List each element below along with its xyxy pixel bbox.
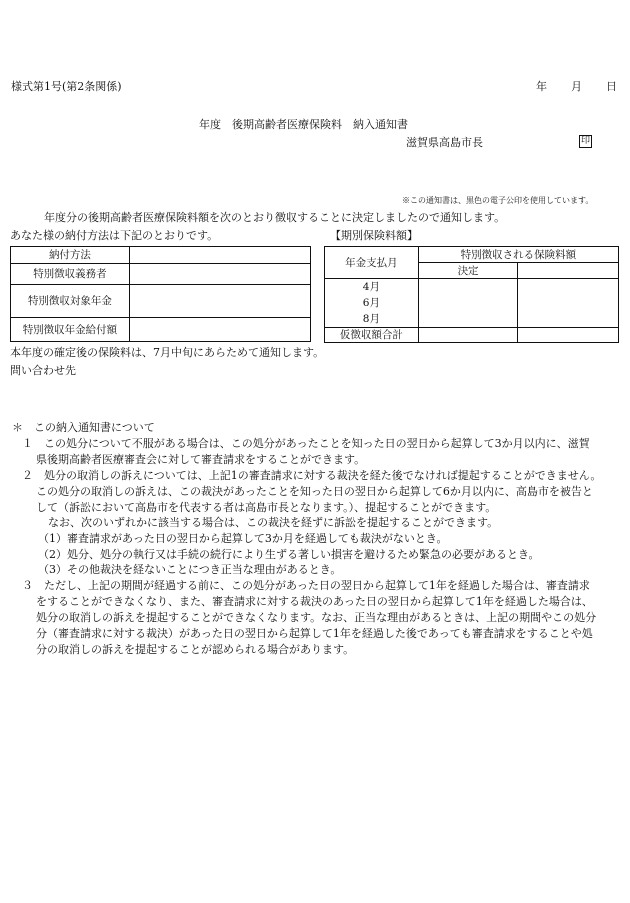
seal-stamp: 印 xyxy=(580,136,590,146)
provisional-total-value xyxy=(418,328,518,343)
table-row xyxy=(325,247,619,263)
month-label: 6月 xyxy=(362,297,380,309)
month-label: 4月 xyxy=(362,281,380,293)
intro-line-1: 年度分の後期高齢者医療保険料額を次のとおり徴収することに決定しましたので通知します。 xyxy=(44,211,506,224)
note-line: 分（審査請求に対する裁決）があった日の翌日から起算して1年を経過した後であっても審査請求をすることや処 xyxy=(36,627,593,640)
note-line: 処分の取消しの訴えを提起することができなくなります。なお、正当な理由があるときは、上記の期間やこの処分 xyxy=(36,611,597,624)
pension-benefit-label: 特別徴収年金給付額 xyxy=(11,318,130,342)
table-row xyxy=(11,318,311,342)
intro-line-2: あなた様の納付方法は下記のとおりです。 xyxy=(10,229,219,242)
table-row xyxy=(325,328,619,343)
note-line: して（訴訟において高島市を代表する者は高島市長となります。）、提起することができます。 xyxy=(36,501,497,514)
months-cell xyxy=(325,279,419,328)
target-pension-label: 特別徴収対象年金 xyxy=(11,285,130,318)
notes-heading: ＊ この納入通知書について xyxy=(12,421,155,434)
seal-notice: ※この通知書は、黒色の電子公印を使用しています。 xyxy=(402,196,594,205)
inquiry-label: 問い合わせ先 xyxy=(10,364,76,377)
note-line: （1）審査請求があった日の翌日から起算して3か月を経過しても裁決がないとき。 xyxy=(38,532,448,545)
decided-header: 決定 xyxy=(418,263,518,279)
table-row xyxy=(325,279,619,328)
document-title: 年度 後期高齢者医療保険料 納入通知書 xyxy=(199,118,408,131)
note-line: ２ 処分の取消しの訴えについては、上記1の審査請求に対する裁決を経た後でなければ提起することができません。 xyxy=(22,469,602,482)
note-line: ３ ただし、上記の期間が経過する前に、この処分があった日の翌日から起算して1年を経過した場合は、審査請求 xyxy=(22,579,590,592)
date-year-label: 年 xyxy=(536,80,547,93)
note-line: この処分の取消しの訴えは、この裁決があったことを知った日の翌日から起算して6か月以内に、高島市を被告と xyxy=(36,485,593,498)
installment-section-title: 【期別保険料額】 xyxy=(330,229,418,242)
withholding-agent-label: 特別徴収義務者 xyxy=(11,264,130,285)
decided-amount-cell xyxy=(418,279,518,328)
payment-method-table xyxy=(10,246,311,342)
date-day-label: 日 xyxy=(606,80,617,93)
target-pension-value xyxy=(129,285,310,318)
note-line: をすることができなくなり、また、審査請求に対する裁決のあった日の翌日から起算して1年を経過した場合は、 xyxy=(36,595,593,608)
payment-method-header: 納付方法 xyxy=(11,247,130,264)
note-line: １ この処分について不服がある場合は、この処分があったことを知った日の翌日から起算して3か月以内に、滋賀 xyxy=(22,437,590,450)
note-line: 県後期高齢者医療審査会に対して審査請求をすることができます。 xyxy=(36,453,366,466)
note-line: （2）処分、処分の執行又は手続の続行により生ずる著しい損害を避けるため緊急の必要があるとき。 xyxy=(38,548,540,561)
provisional-total-label: 仮徴収額合計 xyxy=(325,328,419,343)
table-row xyxy=(11,247,311,264)
form-number: 様式第1号(第2条関係) xyxy=(11,80,122,93)
date-month-label: 月 xyxy=(571,80,582,93)
table-row xyxy=(11,285,311,318)
pension-benefit-value xyxy=(129,318,310,342)
table-row xyxy=(11,264,311,285)
withholding-agent-value xyxy=(129,264,310,285)
payment-method-value xyxy=(129,247,310,264)
pension-month-header: 年金支払月 xyxy=(325,247,419,279)
withheld-amount-header: 特別徴収される保険料額 xyxy=(418,247,618,263)
extra-amount-cell xyxy=(518,279,619,328)
provisional-total-extra xyxy=(518,328,619,343)
note-line: 分の取消しの訴えを提起することが認められる場合があります。 xyxy=(36,643,355,656)
installment-table xyxy=(324,246,619,343)
confirmation-notice: 本年度の確定後の保険料は、7月中旬にあらためて通知します。 xyxy=(10,346,325,359)
blank-header xyxy=(518,263,619,279)
note-line: なお、次のいずれかに該当する場合は、この裁決を経ずに訴訟を提起することができます。 xyxy=(48,516,499,529)
month-label: 8月 xyxy=(362,313,380,325)
issuer-name: 滋賀県高島市長 xyxy=(406,136,483,149)
note-line: （3）その他裁決を経ないことにつき正当な理由があるとき。 xyxy=(38,563,342,576)
